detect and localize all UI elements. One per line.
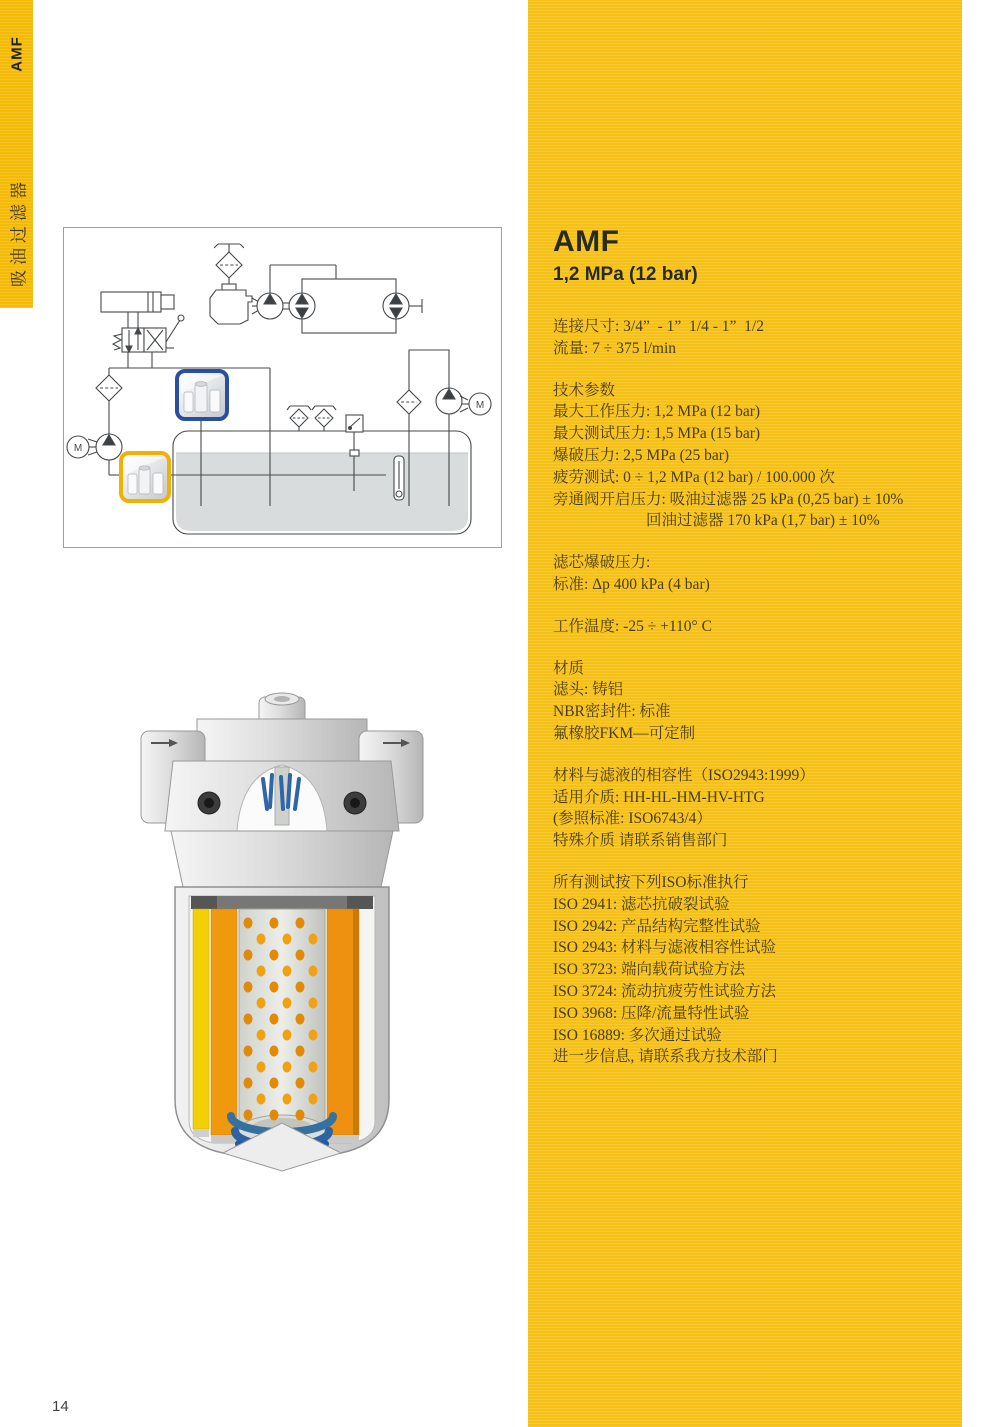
spec-line: 特殊介质 请联系销售部门 <box>553 832 728 850</box>
section-header: 技术参数 <box>553 381 616 399</box>
lever-valve-icon <box>113 315 184 352</box>
spec-line: 疲劳测试: 0 ÷ 1,2 MPa (12 bar) / 100.000 次 <box>553 468 835 486</box>
section-header: 所有测试按下列ISO标准执行 <box>553 873 749 891</box>
circuit-svg <box>64 228 501 547</box>
spec-line: 标准: Δp 400 kPa (4 bar) <box>553 575 710 593</box>
temperature-block <box>553 616 948 638</box>
iso-line: ISO 3724: 流动抗疲劳性试验方法 <box>553 982 777 1000</box>
filter-symbol-icon <box>216 252 242 278</box>
hydrostatic-loop <box>302 279 396 333</box>
section-header: 材质 <box>553 659 585 677</box>
spec-line: 工作温度: -25 ÷ +110° C <box>553 617 712 635</box>
engine-icon <box>210 284 252 324</box>
connection-flow-block <box>553 316 948 360</box>
hydraulic-circuit-diagram <box>63 227 502 548</box>
motor-icon <box>67 436 97 458</box>
spec-line: 连接尺寸: 3/4” - 1” 1/4 - 1” 1/2 <box>553 318 764 335</box>
spec-line: 回油过滤器 170 kPa (1,7 bar) ± 10% <box>646 512 880 530</box>
page-number: 14 <box>52 1398 69 1415</box>
product-title: AMF <box>553 225 620 258</box>
pump-icon <box>96 434 122 460</box>
spec-line: (参照标准: ISO6743/4） <box>553 810 712 828</box>
iso-line: ISO 16889: 多次通过试验 <box>553 1026 722 1044</box>
spec-line: 氟橡胶FKM—可定制 <box>553 724 696 742</box>
spec-line: 滤头: 铸铝 <box>553 681 624 699</box>
cylinder-icon <box>101 292 174 328</box>
spec-line: NBR密封件: 标准 <box>553 703 671 721</box>
product-photo-yellow <box>121 453 169 501</box>
iso-line: 进一步信息, 请联系我方技术部门 <box>553 1048 778 1066</box>
iso-line: ISO 2942: 产品结构完整性试验 <box>553 917 761 935</box>
pump-icon <box>436 388 462 414</box>
level-gauge-icon <box>394 456 404 500</box>
spec-line: 旁通阀开启压力: 吸油过滤器 25 kPa (0,25 bar) ± 10% <box>553 490 904 508</box>
air-breather-icon <box>214 244 244 252</box>
spec-line: 最大工作压力: 1,2 MPa (12 bar) <box>553 403 761 421</box>
spec-line: 流量: 7 ÷ 375 l/min <box>553 339 677 357</box>
side-tab-category-label: 吸油过滤器 <box>9 177 28 287</box>
filter-svg <box>137 691 427 1178</box>
iso-line: ISO 2941: 滤芯抗破裂试验 <box>553 895 730 913</box>
hydraulic-motor-icon <box>383 293 422 319</box>
pump-icon <box>257 293 283 319</box>
technical-parameters-block <box>553 380 948 533</box>
tank <box>176 453 468 531</box>
material-block <box>553 658 948 745</box>
side-tab-product-label: AMF <box>8 36 25 72</box>
head-bolt <box>344 792 366 814</box>
breather-icon <box>287 406 311 431</box>
side-tab-strip <box>0 0 33 308</box>
iso-line: ISO 3723: 端向载荷试验方法 <box>553 961 746 979</box>
spec-line: 最大测试压力: 1,5 MPa (15 bar) <box>553 425 761 443</box>
filter-cutaway-illustration <box>137 691 427 1178</box>
filter-head <box>141 719 423 887</box>
iso-line: ISO 2943: 材料与滤液相容性试验 <box>553 939 777 957</box>
motor-icon <box>460 393 491 415</box>
svg-text:M: M <box>73 443 83 454</box>
spec-line: 爆破压力: 2,5 MPa (25 bar) <box>553 446 730 464</box>
variable-pump-icon <box>289 293 315 319</box>
filter-symbol-icon <box>96 375 122 401</box>
compatibility-block <box>553 765 948 852</box>
svg-text:M: M <box>475 400 485 411</box>
filter-symbol-icon <box>397 390 421 414</box>
head-bolt <box>198 792 220 814</box>
product-photo-blue <box>177 371 227 419</box>
core-tube <box>239 909 325 1147</box>
section-header: 滤芯爆破压力: <box>553 554 651 572</box>
pressure-subtitle: 1,2 MPa (12 bar) <box>553 264 698 285</box>
section-header: 材料与滤液的相容性（ISO2943:1999） <box>553 766 815 784</box>
spec-panel <box>528 0 962 1427</box>
iso-line: ISO 3968: 压降/流量特性试验 <box>553 1004 750 1022</box>
breather-icon <box>312 406 336 431</box>
iso-standards-block <box>553 872 948 1068</box>
spec-line: 适用介质: HH-HL-HM-HV-HTG <box>553 788 765 806</box>
element-burst-block <box>553 552 948 596</box>
